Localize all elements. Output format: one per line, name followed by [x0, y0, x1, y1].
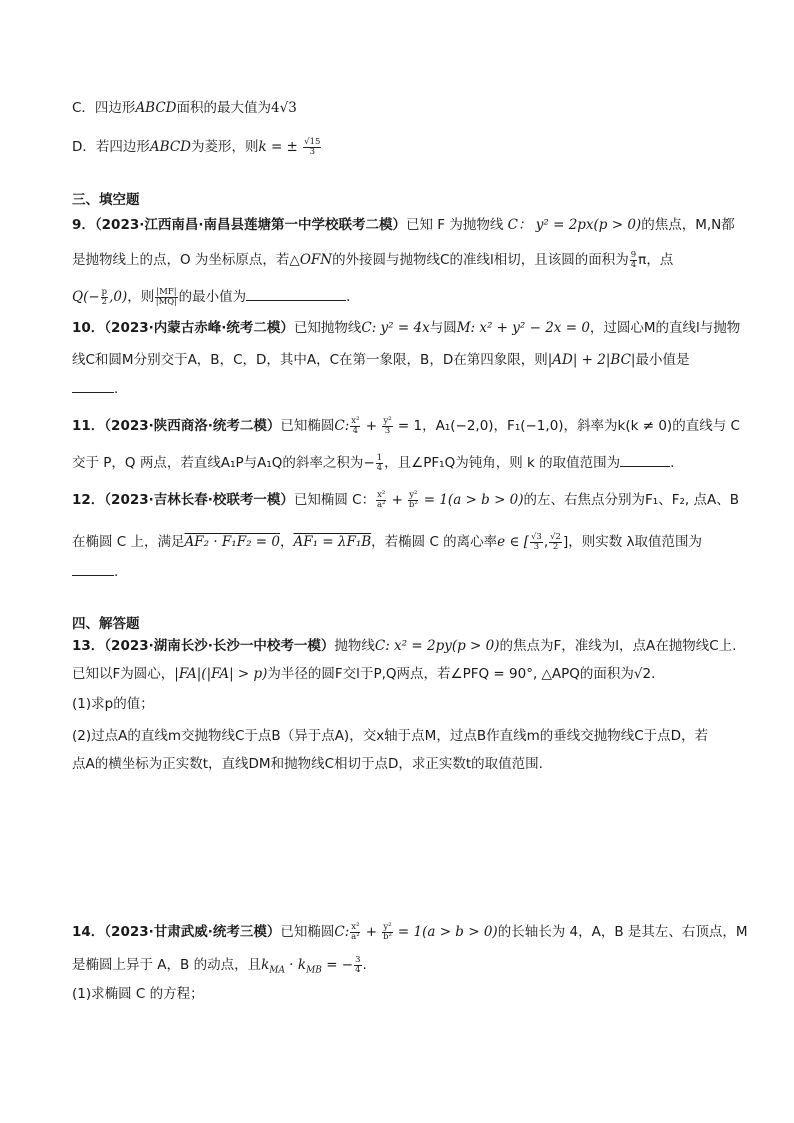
q14-frac-y [382, 923, 392, 942]
q9-l3b: 的最小值为 [178, 289, 247, 305]
q9-end: ． [346, 289, 360, 305]
q10-number: 10． [72, 320, 105, 336]
q14-ellipse-pre: C: [334, 924, 350, 940]
q14-frac-x-den: a² [351, 931, 360, 942]
option-c [72, 98, 297, 118]
q12-frac-x-den: a² [376, 499, 386, 510]
q12-l2b: ， [279, 534, 294, 550]
q10-answer-blank[interactable] [72, 378, 114, 393]
q14-plus: + [361, 924, 382, 940]
q10-line-1 [72, 318, 740, 338]
q9-ratio-num: |MF| [156, 286, 177, 297]
q14-end: . [362, 957, 367, 973]
q12-e-low-num: √3 [531, 531, 542, 542]
q11-plus: + [361, 418, 382, 434]
q10-l1c: ，过圆心M的直线l与抛物 [589, 320, 741, 336]
q11-ellipse-pre: C: [334, 418, 350, 434]
q10-l2b: 最小值是 [635, 352, 690, 368]
q12-vector-eq: AF₁ = λF₁B [293, 534, 372, 550]
q14-frac-y-num: y² [383, 921, 392, 932]
q12-e-low-den: 3 [533, 541, 540, 552]
option-c-value: 4√3 [271, 100, 297, 116]
q10-source: （2023·内蒙古赤峰·统考二模） [104, 320, 294, 336]
q14-eq-minus: = − [321, 957, 354, 973]
q9-l2b: 的外接圆与抛物线C的准线l相切，且该圆的面积为 [332, 252, 629, 268]
q12-source: （2023·吉林长春·校联考一模） [104, 492, 294, 508]
option-d [72, 137, 322, 157]
q13-part-2-line-2: 点A的横坐标为正实数t，直线DM和抛物线C相切于点D，求正实数t的取值范围. [72, 756, 543, 772]
q11-answer-blank[interactable] [620, 452, 670, 467]
q14-source: （2023·甘肃武威·统考三模） [104, 924, 281, 940]
q13-l2a: 已知以F为圆心， [72, 666, 175, 682]
q11-source: （2023·陕西商洛·统考二模） [104, 418, 281, 434]
option-d-frac [303, 138, 321, 157]
q14-part-1: (1)求椭圆 C 的方程； [72, 986, 204, 1002]
q14-frac-x-num: x² [351, 921, 360, 932]
q11-number: 11． [72, 418, 105, 434]
option-c-prefix: C．四边形 [72, 100, 136, 116]
q13-part-2-line-1: (2)过点A的直线m交抛物线C于点B（异于点A)，交x轴于点M，过点B作直线m的垂线交抛物线C于点D，若 [72, 728, 709, 744]
q13-expr: |FA|(|FA| > p) [174, 666, 268, 682]
q11-line-2 [72, 452, 674, 473]
option-d-frac-num: √15 [304, 136, 321, 147]
q9-number: 9． [72, 217, 95, 233]
q9-triangle: OFN [299, 252, 333, 268]
q14-k2: · k [285, 957, 307, 973]
q11-l2a: 交于 P，Q 两点，若直线A₁P与A₁Q的斜率之积为 [72, 455, 364, 471]
q14-frac-num: 3 [355, 954, 361, 965]
q9-point-q-end: ,0) [109, 289, 128, 305]
q13-source: （2023·湖南长沙·长沙一中校考一模） [104, 638, 335, 654]
q11-frac-x-num: x² [351, 415, 360, 426]
q11-slope-den: 4 [376, 462, 383, 473]
q9-q-frac [101, 288, 108, 307]
q10-line-3 [72, 378, 118, 399]
option-d-prefix: D．若四边形 [72, 139, 150, 155]
q14-number: 14． [72, 924, 105, 940]
q10-expr: |AD| + 2|BC| [547, 352, 636, 368]
q9-q-num: p [101, 286, 108, 297]
q12-e-close: ] [562, 534, 569, 550]
q9-line-1 [72, 215, 735, 235]
q14-line-1 [72, 922, 748, 942]
q9-line-2 [72, 250, 673, 270]
q9-ratio [155, 288, 177, 307]
q12-line-3 [72, 561, 118, 582]
q12-l2a: 在椭圆 C 上，满足 [72, 534, 185, 550]
q12-line-1 [72, 490, 739, 510]
q11-frac-y-den: 3 [384, 425, 391, 436]
q11-l1a: 已知椭圆 [280, 418, 335, 434]
q14-k1-sub: MA [269, 965, 285, 976]
q9-line-3 [72, 286, 360, 307]
q12-number: 12． [72, 492, 105, 508]
q13-line-1 [72, 636, 736, 656]
q12-e-low [530, 533, 543, 552]
q12-frac-y [408, 491, 418, 510]
q12-e-high-num: √2 [550, 531, 561, 542]
q11-slope-num: 1 [376, 452, 383, 463]
q9-point-q: Q(− [72, 289, 100, 305]
q14-k2-sub: MB [306, 965, 322, 976]
q11-frac-y [382, 417, 392, 436]
option-c-text: 面积的最大值为 [176, 100, 272, 116]
q13-l2b: 为半径的圆F交l于P,Q两点，若∠PFQ = 90°, △APQ的面积为√2. [267, 666, 656, 682]
q12-dot-product: AF₂ · F₁F₂ = 0 [184, 534, 280, 550]
q13-part-1: (1)求p的值； [72, 696, 154, 712]
q11-minus: − [363, 455, 375, 471]
option-c-abcd: ABCD [135, 100, 177, 116]
q14-frac-den: 4 [355, 964, 361, 975]
q11-slope-frac [376, 454, 383, 473]
q14-eq: = 1(a > b > 0) [393, 924, 498, 940]
q9-l1a: 已知 F 为抛物线 [406, 217, 508, 233]
q12-e-high-den: 2 [552, 541, 559, 552]
q14-frac [354, 956, 361, 975]
q13-parabola: C: x² = 2py(p > 0) [374, 638, 500, 654]
q11-frac-x-den: 4 [352, 425, 359, 436]
q12-comma: , [543, 534, 549, 550]
q14-l1a: 已知椭圆 [280, 924, 335, 940]
option-d-k: k = ± [258, 139, 303, 155]
q14-frac-x [350, 923, 360, 942]
q9-answer-blank[interactable] [246, 286, 346, 301]
q12-l2d: ，则实数 λ取值范围为 [568, 534, 703, 550]
option-d-text: 为菱形，则 [190, 139, 259, 155]
q11-l1b: ，A₁(−2,0)，F₁(−1,0)，斜率为k(k ≠ 0)的直线与 C [422, 418, 740, 434]
q9-l1b: 的焦点，M,N都 [641, 217, 735, 233]
option-d-frac-den: 3 [309, 146, 315, 157]
q9-l2c: ，点 [646, 252, 674, 268]
q9-pi: π [638, 252, 647, 268]
q9-area-den: 4 [630, 259, 637, 270]
q9-q-den: 2 [101, 296, 108, 307]
q12-frac-y-den: b² [408, 499, 418, 510]
q9-curve: C： y² = 2px(p > 0) [507, 217, 642, 233]
q12-end: . [114, 564, 119, 580]
option-d-abcd: ABCD [149, 139, 191, 155]
q14-l2a: 是椭圆上异于 A，B 的动点，且 [72, 957, 262, 973]
q10-parabola: C: y² = 4x [361, 320, 430, 336]
q12-eq: = 1(a > b > 0) [419, 492, 524, 508]
q11-eq: = 1 [393, 418, 423, 434]
q9-ratio-den: |MQ| [155, 296, 178, 307]
q14-frac-y-den: b² [383, 931, 392, 942]
q11-line-1 [72, 416, 740, 436]
q13-l1b: 的焦点为F，准线为l，点A在抛物线C上. [499, 638, 737, 654]
q9-l2a: 是抛物线上的点，O 为坐标原点，若△ [72, 252, 300, 268]
q12-plus: + [387, 492, 408, 508]
q13-line-2 [72, 664, 655, 684]
q12-l1a: 已知椭圆 C： [293, 492, 376, 508]
section-4-heading: 四、解答题 [72, 616, 140, 632]
section-3-heading: 三、填空题 [72, 192, 140, 208]
q12-frac-y-num: y² [409, 489, 418, 500]
q10-l1a: 已知抛物线 [293, 320, 362, 336]
q12-l1b: 的左、右焦点分别为F₁、F₂, 点A、B [523, 492, 739, 508]
q12-frac-x-num: x² [377, 489, 386, 500]
q12-answer-blank[interactable] [72, 561, 114, 576]
q11-frac-y-num: y² [383, 415, 392, 426]
q12-l2c: ，若椭圆 C 的离心率 [371, 534, 498, 550]
q9-l3a: ，则 [127, 289, 155, 305]
q12-e-high [549, 533, 562, 552]
q9-area-num: 9 [630, 249, 637, 260]
q11-end: . [670, 455, 675, 471]
q14-l1b: 的长轴长为 4，A，B 是其左、右顶点，M [497, 924, 748, 940]
q12-e-open: e ∈ [ [497, 534, 530, 550]
q10-end: . [114, 381, 119, 397]
q9-source: （2023·江西南昌·南昌县莲塘第一中学校联考二模） [94, 217, 406, 233]
q14-k1: k [261, 957, 270, 973]
q13-l1a: 抛物线 [334, 638, 375, 654]
q12-line-2 [72, 532, 702, 552]
q10-line-2 [72, 350, 689, 370]
q12-frac-x [376, 491, 386, 510]
q10-circle: M: x² + y² − 2x = 0 [456, 320, 590, 336]
q14-line-2 [72, 955, 367, 981]
q11-frac-x [350, 417, 360, 436]
q11-l2b: ，且∠PF₁Q为钝角，则 k 的取值范围为 [384, 455, 621, 471]
q10-l2a: 线C和圆M分别交于A，B，C，D，其中A，C在第一象限，B，D在第四象限，则 [72, 352, 548, 368]
q13-number: 13． [72, 638, 105, 654]
q10-l1b: 与圆 [429, 320, 457, 336]
q9-area-frac [630, 251, 637, 270]
